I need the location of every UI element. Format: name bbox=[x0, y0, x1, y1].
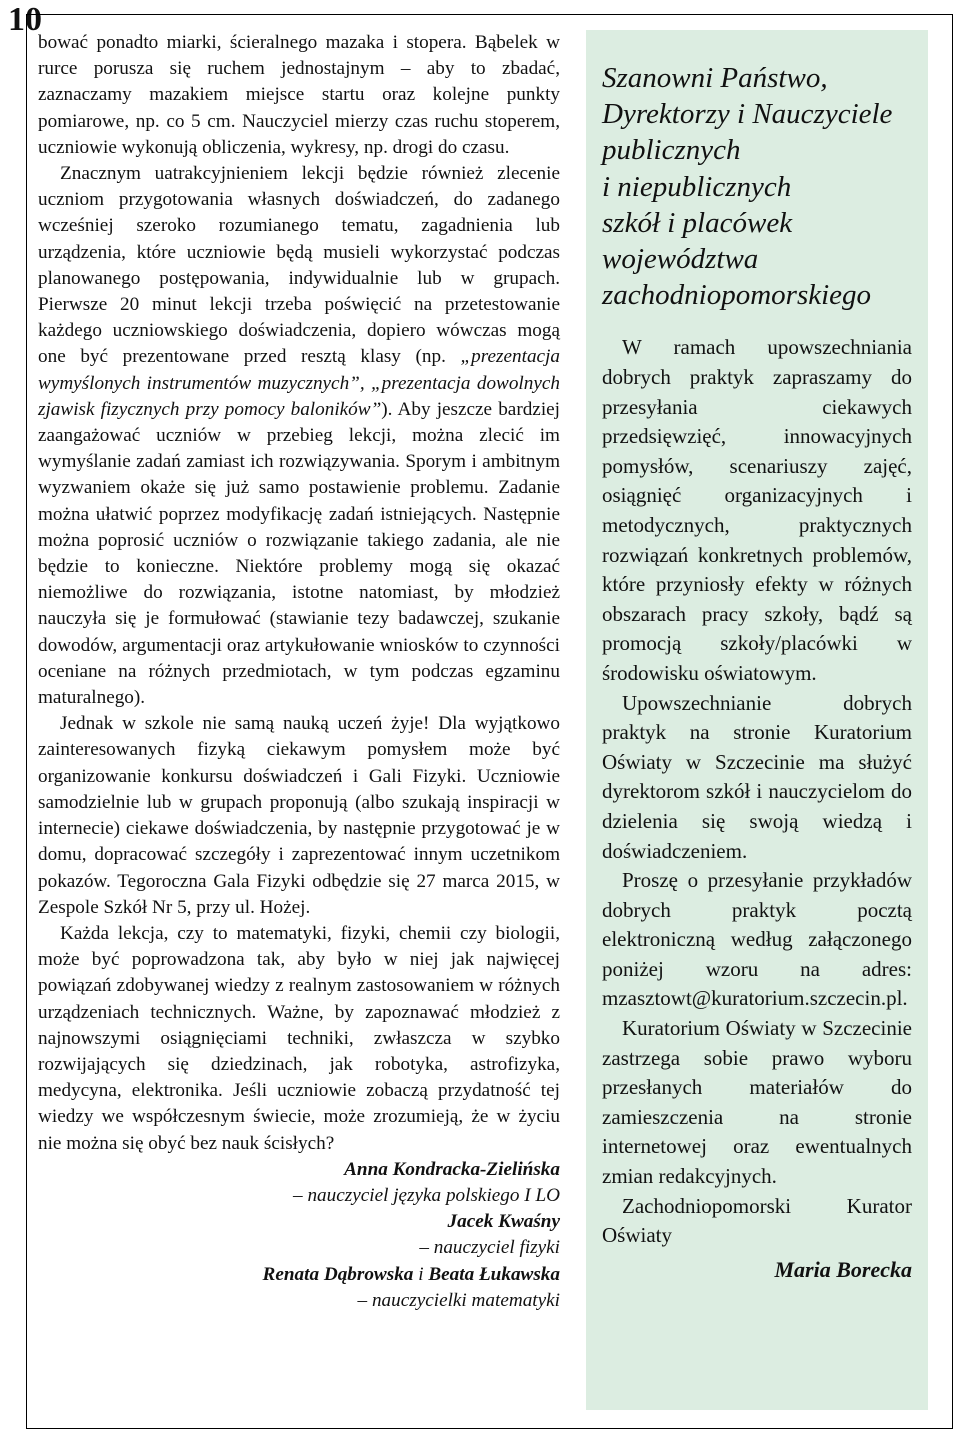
announcement-paragraph: Proszę o przesyłanie przykładów dobrych praktyk pocztą elektroniczną według załączonego poniżej wzoru na adres: mzasztowt@kuratorium.szczecin.pl. bbox=[602, 868, 912, 1011]
article-paragraph: Znacznym uatrakcyjnieniem lekcji będzie również zlecenie uczniom przygotowania własnych doświadczeń, do zadanego wcześniej szeroko rozumianego tematu, zagadnienia lub urządzenia, które uczniowie będą musieli wykorzystać podczas planowanego postępowania, indywidualnie lub w grupach. Pierwsze 20 minut lekcji trzeba poświęcić na przetestowanie każdego uczniowskiego doświadczenia, dopiero wówczas mogą one być prezentowane przed resztą klasy (np. „prezentacja wymyślonych instrumentów muzycznych”, „prezentacja dowolnych zjawisk fizycznych przy pomocy baloników”). Aby jeszcze bardziej zaangażować uczniów w przebieg lekcji, można zlecić im wymyślanie zadań zamiast ich rozwiązywania. Sporym i ambitnym wyzwaniem okaże się już samo postawienie problemu. Zadanie można ułatwić poprzez modyfikację zadań istniejących. Następnie można poprosić uczniów o rozwiązanie takiego zadania, ale nie będzie to konieczne. Niektóre problemy mogą się okazać niemożliwe do rozwiązania, istotne natomiast, by młodzież nauczyła się je formułować (stawianie tezy badawczej, szukanie dowodów, argumentacji oraz artykułowanie wniosków to czynności oceniane na różnych przedmiotach, w tym podczas egzaminu maturalnego). bbox=[38, 163, 561, 709]
article-paragraph: Każda lekcja, czy to matematyki, fizyki, chemii czy biologii, może być poprowadzona tak, aby było w niej jak najwięcej powiązań zdobywanej wiedzy z realnym zastosowaniem w różnych urządzeniach technicznych. Ważne, by zapoznawać młodzież z najnowszymi osiągnięciami techniki, zwłaszcza w szybko rozwijających się dziedzinach, jak robotyka, astrofizyka, medycyna, elektronika. Jeśli uczniowie zobaczą przydatność tej wiedzy we współczesnym świecie, może zrozumieją, że w życiu nie można się obyć bez nauk ścisłych? bbox=[38, 922, 560, 1154]
author-name: Beata Łukawska bbox=[428, 1263, 560, 1285]
announcement-box bbox=[586, 30, 928, 1410]
author-name: Jacek Kwaśny bbox=[447, 1211, 560, 1233]
author-role: – nauczycielki matematyki bbox=[357, 1289, 560, 1311]
example-titles: „prezentacja wymyślonych instrumentów muzycznych”, „prezentacja dowolnych zjawisk fizycznych przy pomocy baloników” bbox=[38, 346, 560, 420]
author-role: – nauczyciel fizyki bbox=[419, 1237, 560, 1259]
announcement-paragraph: W ramach upowszechniania dobrych praktyk zapraszamy do przesyłania ciekawych przedsięwzięć, innowacyjnych pomysłów, scenariuszy zajęć, osiągnięć organizacyjnych i metodycznych, praktycznych rozwiązań konkretnych problemów, które przyniosły efekty w różnych obszarach pracy szkoły, bądź są promocją szkoły/placówki w środowisku oświatowym. bbox=[602, 335, 912, 685]
article-paragraph: Jednak w szkole nie samą nauką uczeń żyje! Dla wyjątkowo zainteresowanych fizyką ciekawym pomysłem może być organizowanie konkursu doświadczeń i Gali Fizyki. Uczniowie samodzielnie lub w grupach proponują (albo szukają inspiracji w internecie) ciekawe doświadczenia, by następnie przygotować je w domu, dopracować szczegóły i zaprezentować innym uczetnikom pokazów. Tegoroczna Gala Fizyki odbędzie się 27 marca 2015, w Zespole Szkół Nr 5, przy ul. Hożej. bbox=[38, 713, 560, 918]
announcement-heading bbox=[602, 60, 912, 313]
author-role: – nauczyciel języka polskiego I LO bbox=[293, 1184, 560, 1206]
author-name: Renata Dąbrowska bbox=[262, 1263, 414, 1285]
author-joiner: i bbox=[413, 1263, 429, 1285]
heading-line: szkół i placówek bbox=[602, 206, 793, 239]
article-signatures bbox=[38, 1157, 560, 1314]
announcement-body bbox=[602, 333, 912, 1250]
article-column bbox=[38, 30, 560, 1314]
heading-line: i niepublicznych bbox=[602, 170, 792, 203]
author-name: Anna Kondracka-Zielińska bbox=[344, 1158, 560, 1180]
announcement-signature: Maria Borecka bbox=[774, 1256, 912, 1282]
heading-line: województwa bbox=[602, 243, 759, 276]
heading-line: Szanowni Państwo, bbox=[602, 62, 828, 94]
announcement-paragraph: Kuratorium Oświaty w Szczecinie zastrzega sobie prawo wyboru przesłanych materiałów do zamieszczenia na stronie internetowej oraz ewentualnych zmian redakcyjnych. bbox=[602, 1016, 912, 1189]
announcement-paragraph: Upowszechnianie dobrych praktyk na stronie Kuratorium Oświaty w Szczecinie ma służyć dyrektorom szkół i nauczycielom do dzielenia się swoją wiedzą i doświadczeniem. bbox=[602, 690, 912, 863]
page-number: 10 bbox=[8, 1, 42, 38]
heading-line: Dyrektorzy i Nauczyciele bbox=[602, 98, 893, 131]
announcement-paragraph: Zachodniopomorski Kurator Oświaty bbox=[602, 1193, 912, 1248]
heading-line: publicznych bbox=[602, 134, 741, 167]
heading-line: zachodniopomorskiego bbox=[602, 279, 872, 312]
article-paragraph: bować ponadto miarki, ścieralnego mazaka i stopera. Bąbelek w rurce porusza się ruchem jednostajnym – aby to zbadać, zaznaczamy mazakiem miejsce startu oraz kolejne punkty pomiarowe, np. co 5 cm. Nauczyciel mierzy czas ruchu stoperem, uczniowie wykonują obliczenia, wykresy, np. drogi do czasu. bbox=[38, 32, 560, 158]
